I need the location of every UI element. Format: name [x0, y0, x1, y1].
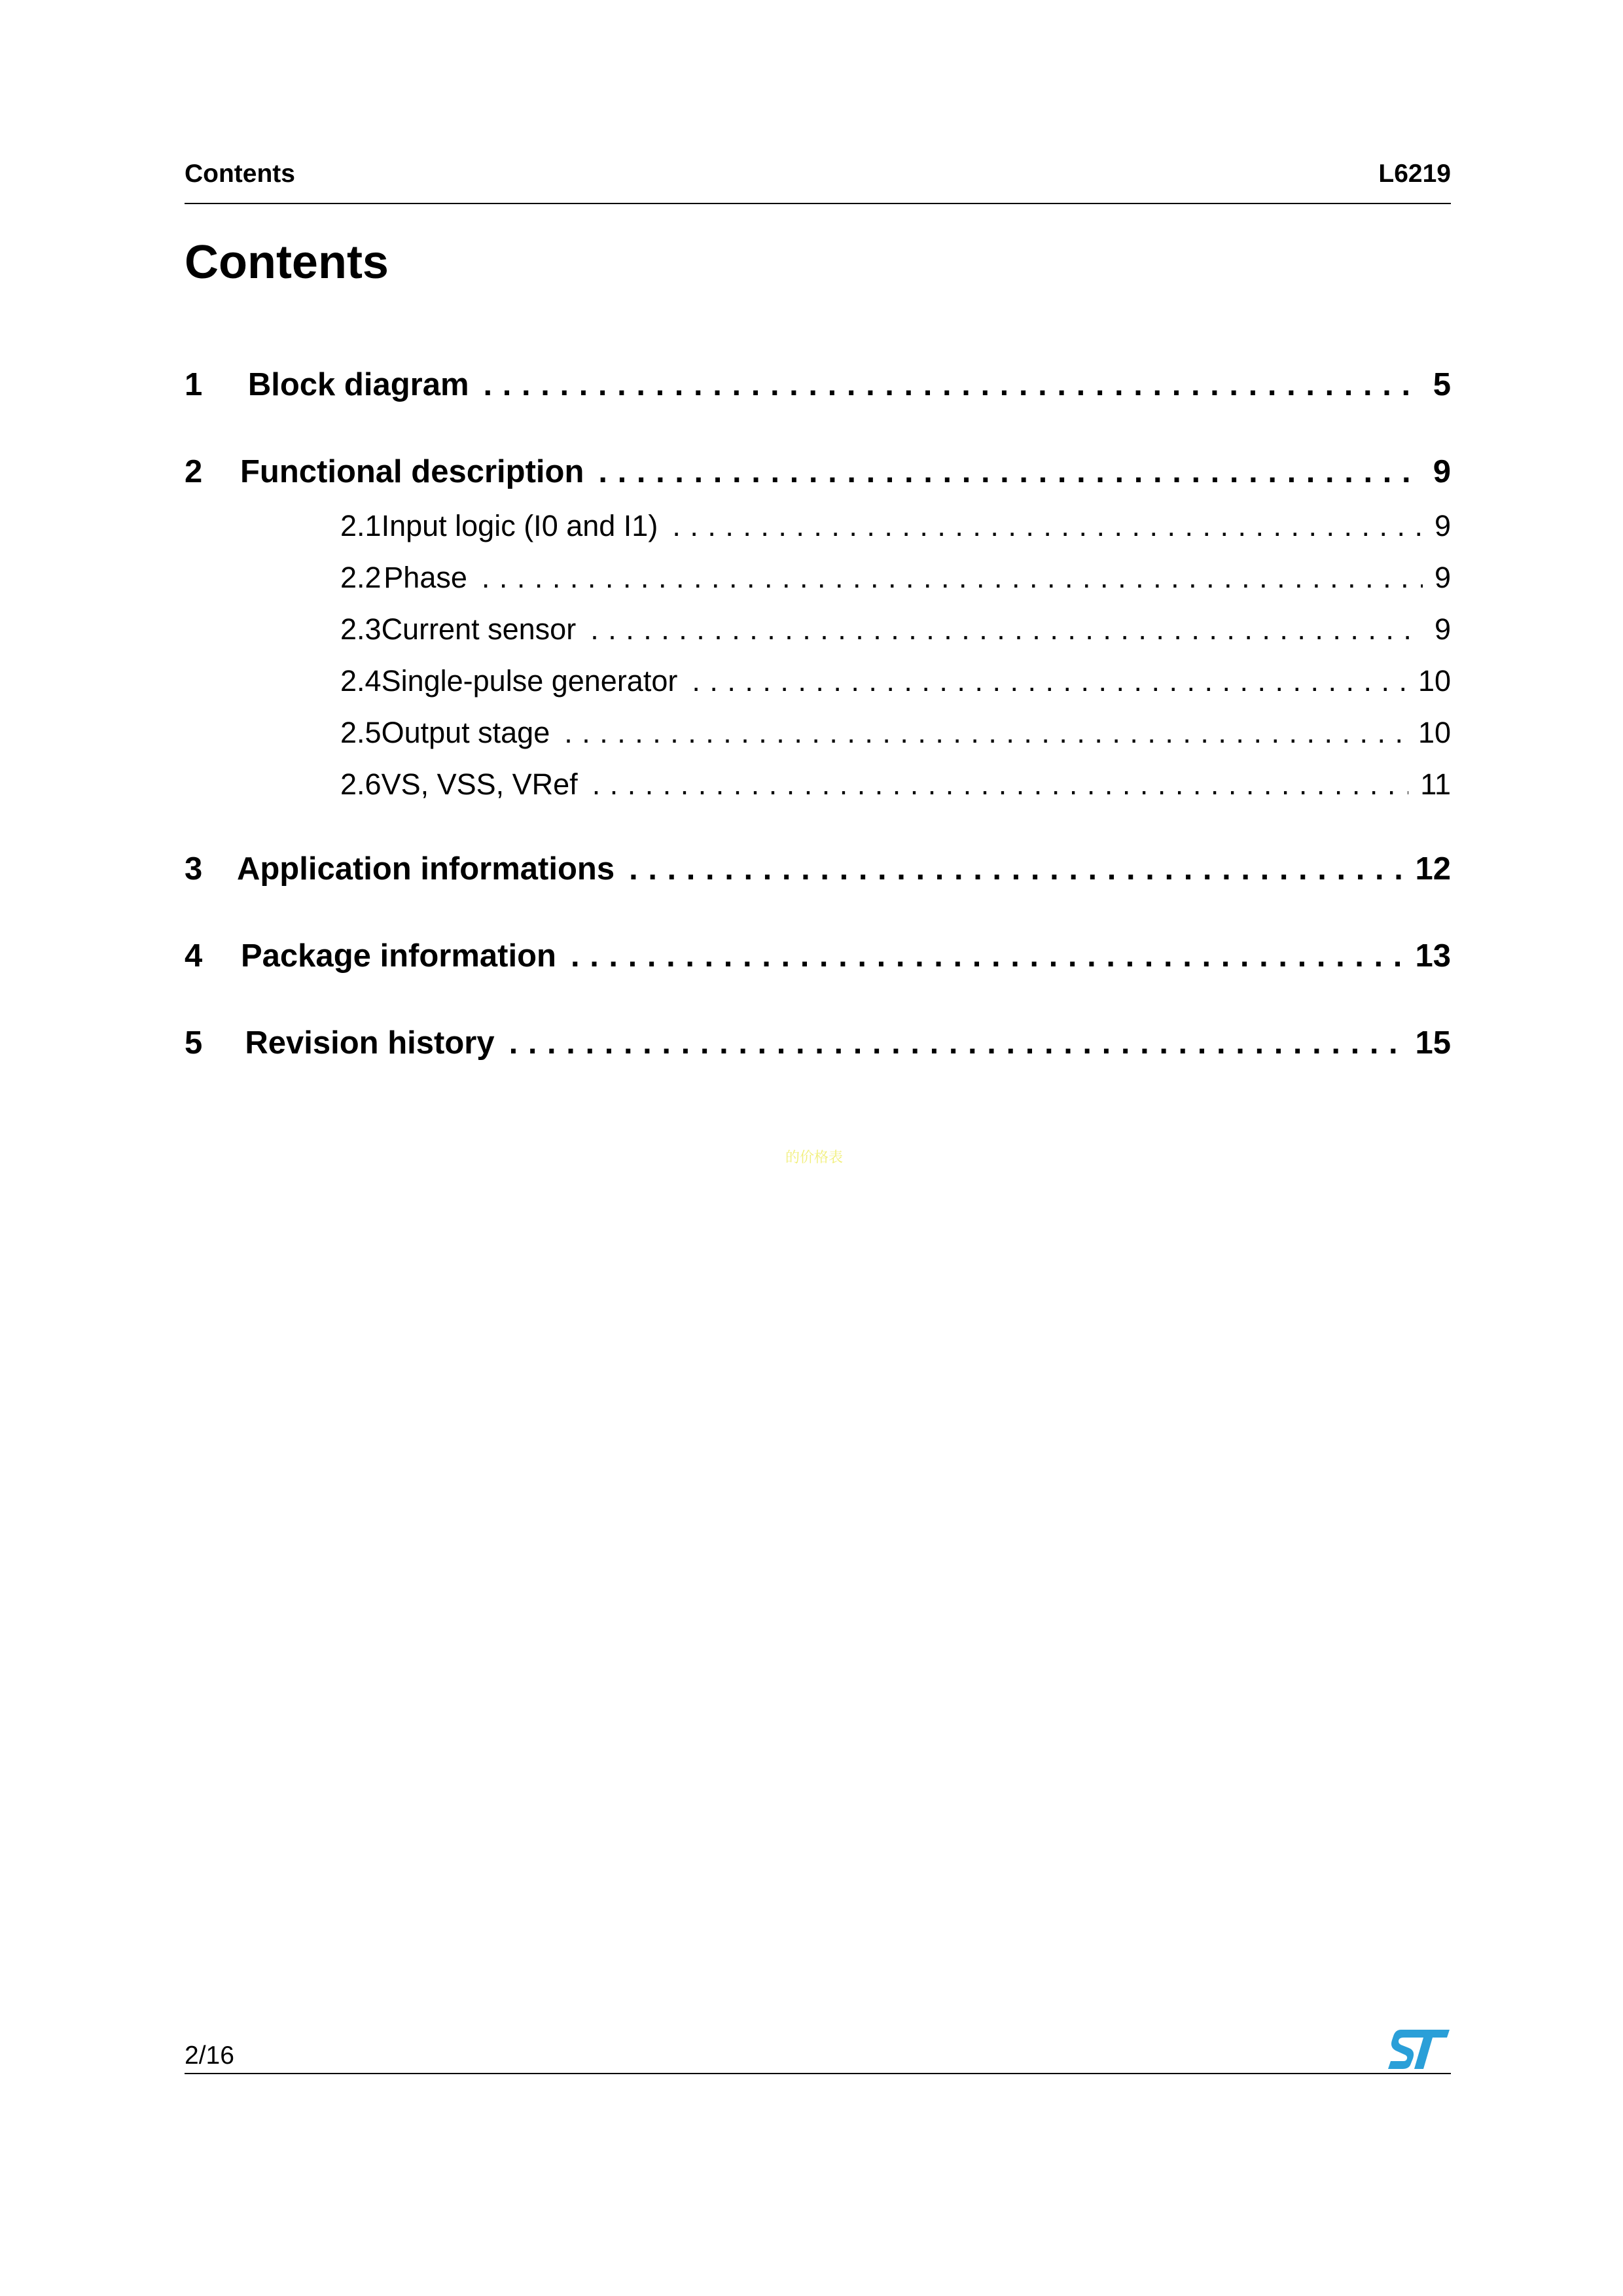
- toc-page: 15: [1415, 1025, 1451, 1061]
- toc-page: 9: [1434, 612, 1451, 646]
- page-title: Contents: [185, 236, 389, 289]
- toc-page: 10: [1418, 664, 1451, 698]
- toc-page: 13: [1415, 938, 1451, 974]
- toc-label: Functional description: [240, 454, 584, 489]
- toc-number: 2.6: [340, 768, 382, 801]
- toc-number: 5: [185, 1025, 203, 1061]
- toc-entry-input-logic[interactable]: [185, 509, 1451, 543]
- toc-leader: [564, 716, 1406, 750]
- toc-leader: [592, 768, 1409, 802]
- toc-number: 4: [185, 938, 203, 974]
- toc-leader: [482, 561, 1423, 595]
- toc-number: 2.5: [340, 716, 382, 749]
- toc-entry-phase[interactable]: [185, 561, 1451, 595]
- toc-leader: [672, 509, 1423, 543]
- toc-number: 2.2: [340, 561, 382, 594]
- toc-entry-application-informations[interactable]: [185, 851, 1451, 887]
- header-document-id: L6219: [1378, 160, 1451, 188]
- toc-number: 1: [185, 367, 203, 402]
- toc-label: Phase: [383, 561, 467, 594]
- toc-leader: [571, 938, 1404, 974]
- toc-page: 9: [1434, 509, 1451, 542]
- st-logo-icon: [1387, 2028, 1451, 2070]
- toc-leader: [484, 366, 1421, 403]
- toc-entry-functional-description[interactable]: [185, 453, 1451, 490]
- toc-label: Block diagram: [247, 367, 469, 402]
- toc-entry-block-diagram[interactable]: [185, 366, 1451, 403]
- toc-entry-package-information[interactable]: [185, 938, 1451, 974]
- watermark-text: 的价格表: [785, 1149, 844, 1165]
- toc-entry-vs-vss-vref[interactable]: [185, 768, 1451, 802]
- toc-label: Single-pulse generator: [381, 664, 678, 698]
- toc-page: 12: [1415, 851, 1451, 887]
- toc-entry-output-stage[interactable]: [185, 716, 1451, 750]
- toc-page: 10: [1418, 716, 1451, 749]
- toc-leader: [509, 1025, 1404, 1061]
- toc-leader: [590, 612, 1423, 646]
- footer-page-number: 2/16: [185, 2041, 234, 2070]
- toc-number: 2.3: [340, 612, 382, 646]
- toc-page: 9: [1434, 561, 1451, 594]
- toc-entry-current-sensor[interactable]: [185, 612, 1451, 646]
- header-section-title: Contents: [185, 160, 295, 188]
- toc-entry-revision-history[interactable]: [185, 1025, 1451, 1061]
- toc-number: 2: [185, 454, 203, 489]
- toc-label: Application informations: [236, 851, 615, 887]
- toc-page: 9: [1433, 454, 1451, 489]
- toc-number: 3: [185, 851, 203, 887]
- toc-label: VS, VSS, VRef: [381, 768, 578, 801]
- toc-number: 2.4: [340, 664, 382, 698]
- page-footer: [185, 2028, 1451, 2074]
- page-header: [185, 157, 1451, 204]
- toc-leader: [629, 851, 1403, 887]
- toc-label: Current sensor: [381, 612, 577, 646]
- toc-label: Package information: [241, 938, 556, 974]
- toc-leader: [692, 664, 1406, 698]
- toc-entry-single-pulse-generator[interactable]: [185, 664, 1451, 698]
- toc-label: Revision history: [245, 1025, 495, 1061]
- toc-label: Input logic (I0 and I1): [381, 509, 658, 542]
- toc-label: Output stage: [381, 716, 550, 749]
- toc-number: 2.1: [340, 509, 382, 542]
- toc-page: 5: [1433, 367, 1451, 402]
- toc-page: 11: [1420, 768, 1451, 801]
- toc-leader: [598, 453, 1421, 490]
